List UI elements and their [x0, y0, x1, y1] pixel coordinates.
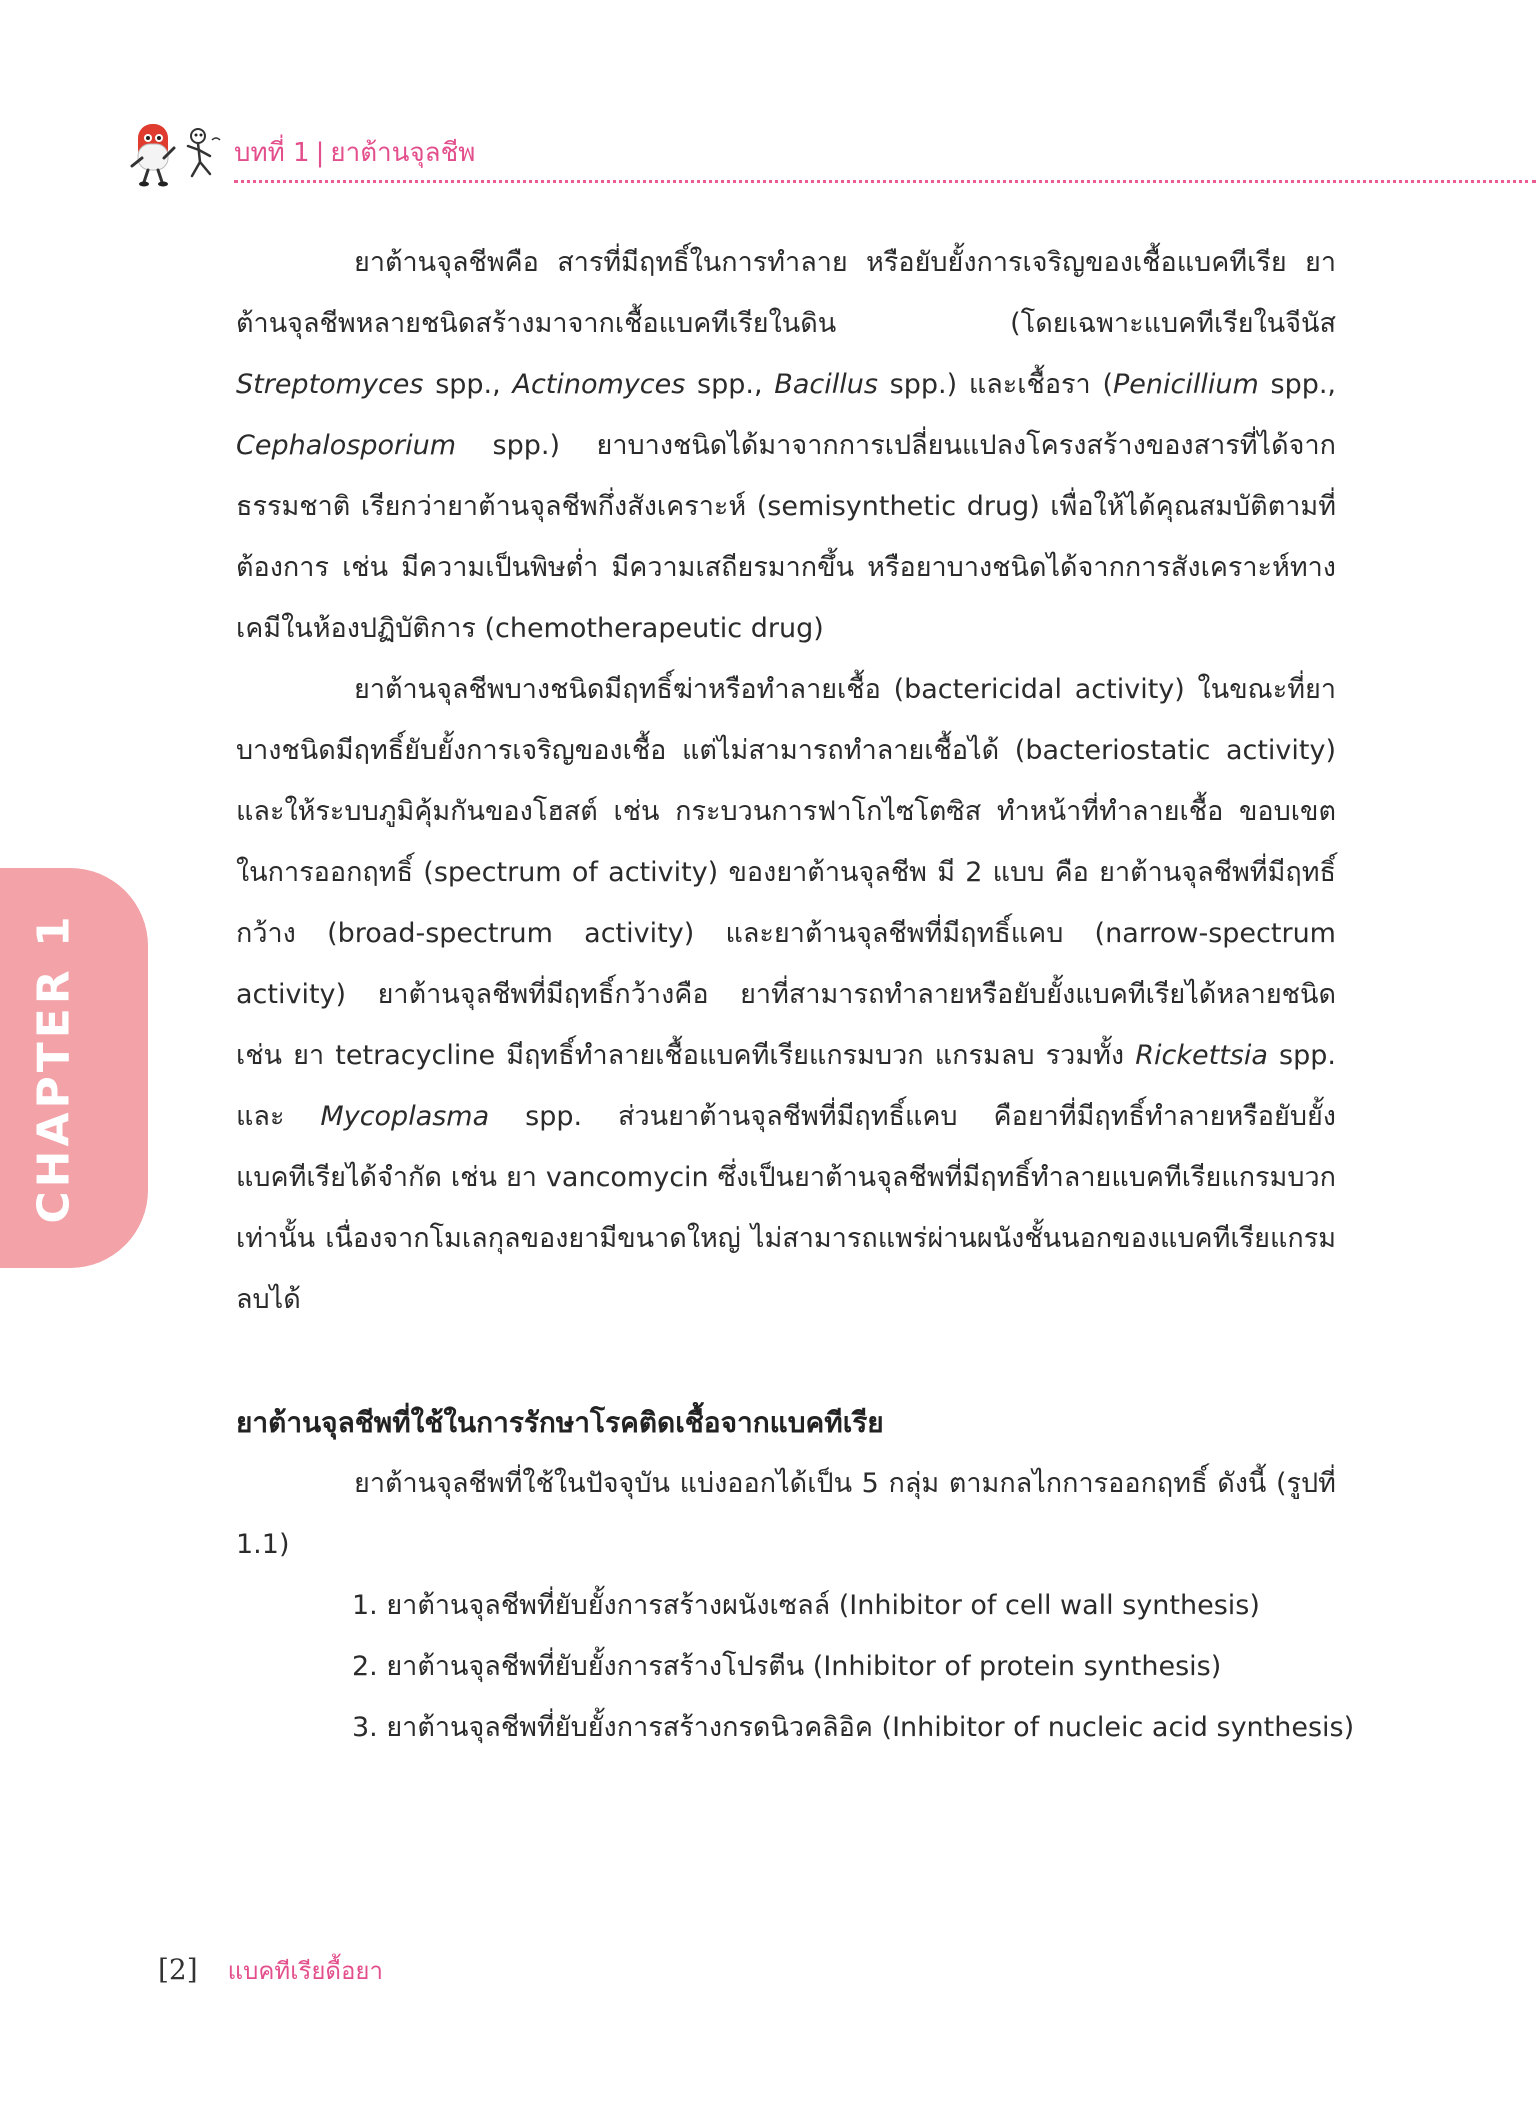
- taxon-name: Bacillus: [774, 369, 878, 400]
- section-intro: [236, 1453, 1336, 1575]
- page-number: [2]: [158, 1953, 198, 1986]
- header-dotted-rule: [234, 180, 1536, 183]
- taxon-name: Streptomyces: [236, 369, 424, 400]
- text-run: spp.,: [685, 369, 775, 400]
- list-item: 3. ยาต้านจุลชีพที่ยับยั้งการสร้างกรดนิวคลิอิค (Inhibitor of nucleic acid synthesis): [352, 1712, 1355, 1743]
- chapter-number: บทที่ 1: [234, 138, 310, 168]
- paragraph: [236, 232, 1336, 659]
- chapter-title: ยาต้านจุลชีพ: [330, 138, 476, 168]
- list-item: 2. ยาต้านจุลชีพที่ยับยั้งการสร้างโปรตีน (Inhibitor of protein synthesis): [352, 1651, 1222, 1682]
- taxon-name: Cephalosporium: [236, 430, 457, 461]
- chapter-tab-label: CHAPTER 1: [28, 912, 80, 1224]
- page-header: [124, 118, 1536, 192]
- taxon-name: Penicillium: [1112, 369, 1259, 400]
- chapter-side-tab: [0, 868, 148, 1268]
- section-heading: ยาต้านจุลชีพที่ใช้ในการรักษาโรคติดเชื้อจากแบคทีเรีย: [236, 1406, 884, 1439]
- text-run: spp. และ: [236, 1040, 1336, 1132]
- mechanism-list: [352, 1575, 1355, 1758]
- header-separator: |: [315, 138, 325, 168]
- text-run: spp.) ยาบางชนิดได้มาจากการเปลี่ยนแปลงโครงสร้างของสารที่ได้จากธรรมชาติ เรียกว่ายาต้านจุลชีพกึ่งสังเคราะห์ (semisynthetic drug) เพื่อให้ได้คุณสมบัติตามที่ต้องการ เช่น มีความเป็นพิษต่ำ มีความเสถียรมากขึ้น หรือยาบางชนิดได้จากการสังเคราะห์ทางเคมีในห้องปฏิบัติการ (chemotherapeutic drug): [236, 430, 1336, 644]
- taxon-name: Mycoplasma: [320, 1101, 490, 1132]
- text-run: spp.) และเชื้อรา (: [877, 369, 1113, 400]
- text-run: spp.,: [1258, 369, 1337, 400]
- mascot-illustration-icon: [124, 118, 230, 188]
- taxon-name: Rickettsia: [1135, 1040, 1268, 1071]
- book-title: แบคทีเรียดื้อยา: [227, 1957, 383, 1985]
- text-run: ยาต้านจุลชีพคือ สารที่มีฤทธิ์ในการทำลาย หรือยับยั้งการเจริญของเชื้อแบคทีเรีย ยาต้านจุลชีพหลายชนิดสร้างมาจากเชื้อแบคทีเรียในดิน (โดยเฉพาะแบคทีเรียในจีนัส: [236, 247, 1336, 339]
- text-run: spp.,: [423, 369, 513, 400]
- section-intro-text: ยาต้านจุลชีพที่ใช้ในปัจจุบัน แบ่งออกได้เป็น 5 กลุ่ม ตามกลไกการออกฤทธิ์ ดังนี้ (รูปที่ 1.1): [236, 1468, 1336, 1560]
- body-text: [236, 232, 1336, 1330]
- text-run: ยาต้านจุลชีพบางชนิดมีฤทธิ์ฆ่าหรือทำลายเชื้อ (bactericidal activity) ในขณะที่ยาบางชนิดมีฤทธิ์ยับยั้งการเจริญของเชื้อ แต่ไม่สามารถทำลายเชื้อได้ (bacteriostatic activity) และให้ระบบภูมิคุ้มกันของโฮสต์ เช่น กระบวนการฟาโกไซโตซิส ทำหน้าที่ทำลายเชื้อ ขอบเขตในการออกฤทธิ์ (spectrum of activity) ของยาต้านจุลชีพ มี 2 แบบ คือ ยาต้านจุลชีพที่มีฤทธิ์กว้าง (broad-spectrum activity) และยาต้านจุลชีพที่มีฤทธิ์แคบ (narrow-spectrum activity) ยาต้านจุลชีพที่มีฤทธิ์กว้างคือ ยาที่สามารถทำลายหรือยับยั้งแบคทีเรียได้หลายชนิด เช่น ยา tetracycline มีฤทธิ์ทำลายเชื้อแบคทีเรียแกรมบวก แกรมลบ รวมทั้ง: [236, 674, 1336, 1071]
- taxon-name: Actinomyces: [512, 369, 686, 400]
- paragraph: [236, 659, 1336, 1330]
- list-item: 1. ยาต้านจุลชีพที่ยับยั้งการสร้างผนังเซลล์ (Inhibitor of cell wall synthesis): [352, 1590, 1260, 1621]
- page-footer: [158, 1951, 383, 1991]
- text-run: spp. ส่วนยาต้านจุลชีพที่มีฤทธิ์แคบ คือยาที่มีฤทธิ์ทำลายหรือยับยั้งแบคทีเรียได้จำกัด เช่น ยา vancomycin ซึ่งเป็นยาต้านจุลชีพที่มีฤทธิ์ทำลายแบคทีเรียแกรมบวกเท่านั้น เนื่องจากโมเลกุลของยามีขนาดใหญ่ ไม่สามารถแพร่ผ่านผนังชั้นนอกของแบคทีเรียแกรมลบได้: [236, 1101, 1336, 1315]
- running-header: [234, 140, 475, 166]
